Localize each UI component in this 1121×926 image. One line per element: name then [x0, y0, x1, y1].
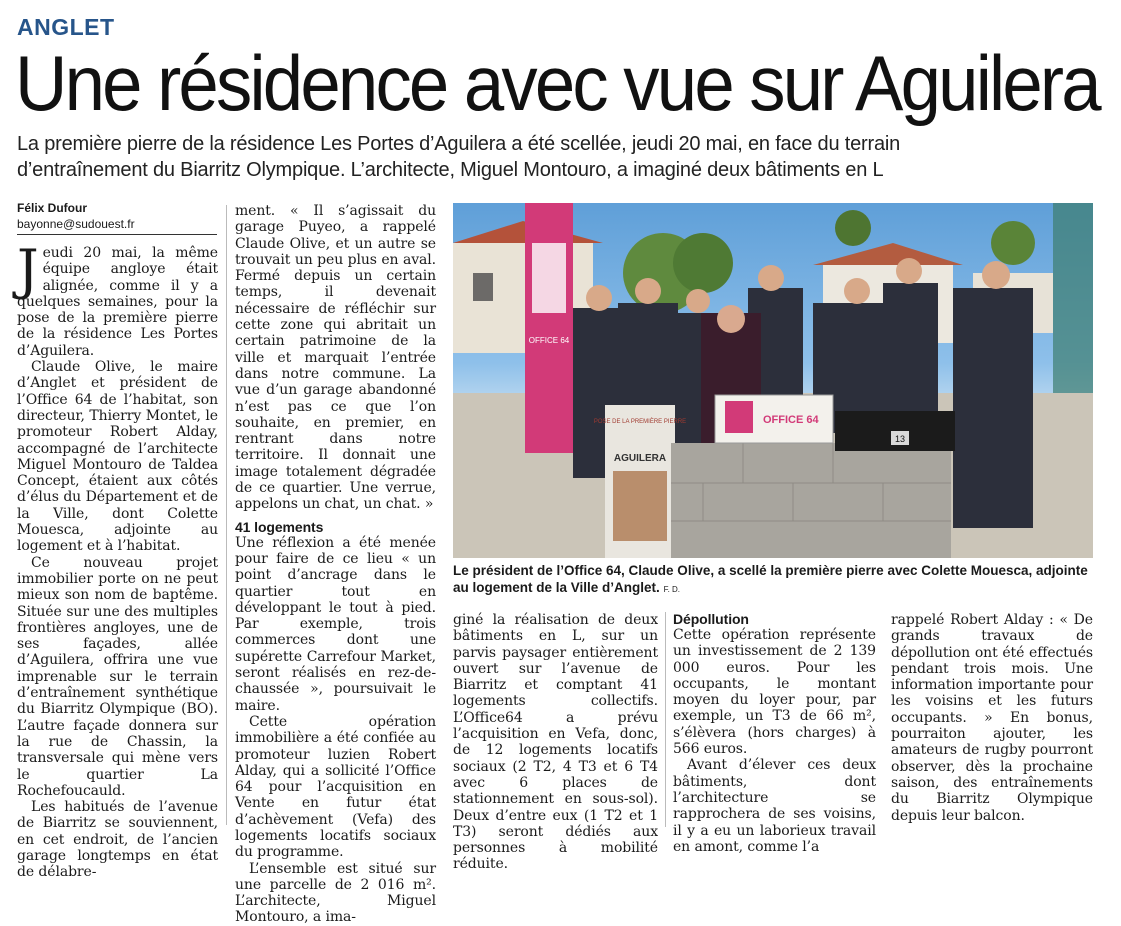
photo-caption [453, 562, 1103, 598]
article-column-5 [891, 612, 1093, 824]
article-standfirst [17, 131, 1117, 183]
article-column-4 [673, 611, 876, 855]
banner-label: OFFICE 64 [528, 336, 570, 345]
column-rule [226, 205, 227, 825]
panel-label: POSE DE LA PREMIÈRE PIERRE [593, 419, 687, 425]
standfirst-line-1: La première pierre de la résidence Les Portes d’Aguilera a été scellée, jeudi 20 mai, en face du terrain [17, 133, 901, 155]
paragraph: Ce nouveau projet immobilier porte on ne peut mieux son nom de baptême. Située sur une des multiples frontières angloyes, une de ses façades, allée d’Aguilera, offrira une vue imprenable sur le terrain d’entraînement synthétique du Biarritz Olympique (BO). L’autre façade donnera sur la rue de Chassin, la transversale qui mène vers le quartier La Rochefoucauld. [17, 554, 218, 799]
byline-divider [17, 234, 217, 235]
column-rule [665, 612, 666, 827]
paragraph: Claude Olive, le maire d’Anglet et président de l’Office 64 de l’habitat, son directeur, Thierry Montet, le promoteur Robert Alday, accompagné de l’architecte Miguel Montouro de Taldea Concept, étaient aux côtés d’élus du Département et de la Ville, dont Colette Mouesca, adjointe au logement et à l’habitat. [17, 359, 218, 555]
subheading: 41 logements [235, 518, 324, 535]
paragraph: rappelé Robert Alday : « De grands travaux de dépollution ont été effectués pendant trois mois. Une information importante pour les voisins et les futurs occupants. » En bonus, pourraiton ajouter, les amateurs de rugby pourront observer, dès la prochaine saison, des entraînements du Biarritz Olympique depuis leur balcon. [891, 612, 1093, 824]
paragraph: Une réflexion a été menée pour faire de ce lieu « un point d’ancrage dans le quartier tout en développant le tout à pied. Par exemple, trois commerces dont une supérette Carrefour Market, seront réalisés en rez-de-chaussée », poursuivait le maire. [235, 534, 436, 714]
paragraph: Avant d’élever ces deux bâtiments, dont l’architecture se rapprochera de ses voisins, il y a eu un laborieux travail en amont, comme l’a [673, 757, 876, 855]
panel-title: AGUILERA [613, 453, 667, 464]
byline [17, 200, 135, 232]
author-name: Félix Dufour [17, 201, 88, 215]
paragraph: ment. « Il s’agissait du garage Puyeo, a rappelé Claude Olive, et un autre se trouvait un peu plus en aval. Fermé depuis un certain temps, il devenait nécessaire de réfléchir sur cette zone qui abritait un certain patrimoine de la ville et marquait l’entrée dans notre commune. La vue d’un garage abandonné n’est pas ce que l’on souhaite, en premier, en rentrant dans notre territoire. Il donnait une image totalement dégradée de ce quartier. Une verrue, appelons un chat, un chat. » [235, 203, 436, 513]
subheading: Dépollution [673, 611, 749, 627]
article-column-3 [453, 612, 658, 873]
author-email[interactable]: bayonne@sudouest.fr [17, 217, 135, 231]
article-photo [453, 203, 1093, 558]
drop-cap: J [17, 238, 39, 301]
paragraph: giné la réalisation de deux bâtiments en L, sur un parvis paysager entièrement ouvert sur l’avenue de Biarritz et comptant 41 logements collectifs. L’Office64 a prévu l’acquisition en Vefa, donc, de 12 logements locatifs sociaux (2 T2, 4 T3 et 6 T4 avec 6 places de stationnement en sous-sol). Deux d’entre eux (1 T2 et 1 T3) seront dédiés aux personnes à mobilité réduite. [453, 612, 658, 873]
article-headline: Une résidence avec vue sur Aguilera [15, 39, 1099, 127]
article-column-2 [235, 203, 436, 926]
paragraph: Les habitués de l’avenue de Biarritz se souviennent, en cet endroit, de l’ancien garage longtemps en état de délabre- [17, 799, 218, 881]
section-kicker: ANGLET [17, 14, 115, 40]
box-logo: OFFICE 64 [763, 414, 819, 426]
standfirst-line-2: d’entraînement du Biarritz Olympique. L’architecte, Miguel Montouro, a imaginé deux bâtiments en L [17, 159, 884, 181]
paragraph: Cette opération représente un investissement de 2 139 000 euros. Pour les occupants, le montant moyen du loyer pour, par exemple, un T3 de 66 m², s’élèvera (hors charges) à 566 euros. [673, 627, 876, 758]
photo-illustration [453, 203, 1093, 558]
caption-text: Le président de l’Office 64, Claude Olive, a scellé la première pierre avec Colette Mouesca, adjointe au logement de la Ville d’Anglet. [453, 563, 1088, 595]
paragraph: Jeudi 20 mai, la même équipe angloye était alignée, comme il y a quelques semaines, pour la pose de la première pierre de la résidence Les Portes d’Aguilera. [17, 238, 218, 359]
photo-credit: F. D. [663, 585, 681, 594]
paragraph: L’ensemble est situé sur une parcelle de 2 016 m². L’architecte, Miguel Montouro, a ima- [235, 860, 436, 926]
box-number: 13 [894, 434, 906, 444]
paragraph: Cette opération immobilière a été confiée au promoteur luzien Robert Alday, qui a sollicité l’Office 64 pour l’acquisition en Vente en futur état d’achèvement (Vefa) des logements locatifs sociaux du programme. [235, 713, 436, 861]
article-column-1 [17, 238, 218, 881]
